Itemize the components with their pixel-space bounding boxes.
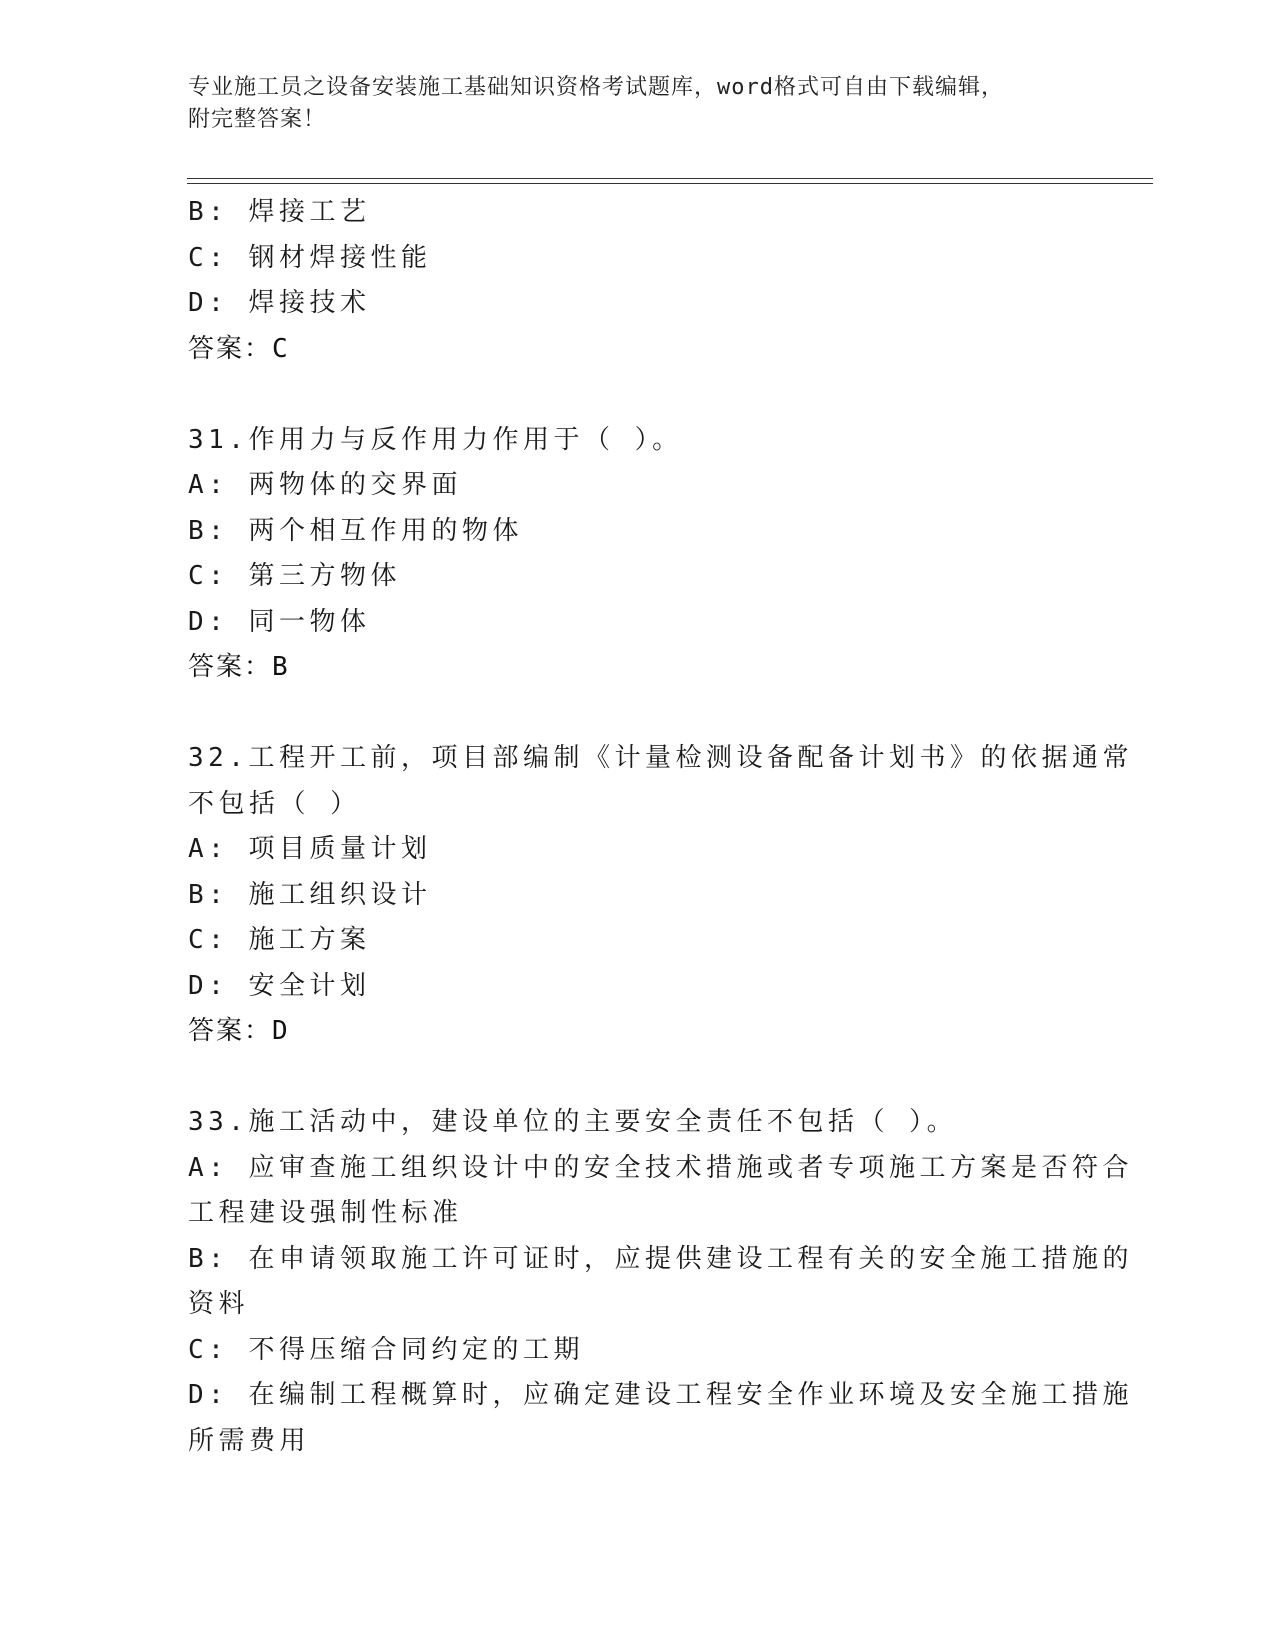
option-b: B: 施工组织设计 xyxy=(188,879,432,910)
option-d: D: 同一物体 xyxy=(188,606,371,637)
question-31 xyxy=(188,418,1088,691)
option-b: B: 焊接工艺 xyxy=(188,197,371,227)
answer-line: 答案：C xyxy=(188,333,290,364)
question-stem-line-2: 不包括（ ） xyxy=(188,788,361,819)
spacer xyxy=(188,691,1088,737)
option-d-line-1: D: 在编制工程概算时，应确定建设工程安全作业环境及安全施工措施 xyxy=(188,1380,1133,1410)
header-line-1: 专业施工员之设备安装施工基础知识资格考试题库，word格式可自由下载编辑， xyxy=(188,75,1004,100)
question-32 xyxy=(188,736,1133,1055)
option-a-line-1: A: 应审查施工组织设计中的安全技术措施或者专项施工方案是否符合 xyxy=(188,1152,1133,1183)
spacer xyxy=(188,372,1088,418)
spacer xyxy=(188,1055,1088,1101)
option-b-line-2: 资料 xyxy=(188,1289,250,1319)
option-c: C: 施工方案 xyxy=(188,925,371,955)
answer-line: 答案：D xyxy=(188,1016,290,1046)
option-d-line-2: 所需费用 xyxy=(188,1425,311,1456)
option-c: C: 不得压缩合同约定的工期 xyxy=(188,1334,584,1365)
option-c: C: 第三方物体 xyxy=(188,561,401,591)
header-divider-top xyxy=(187,178,1153,179)
option-a-line-2: 工程建设强制性标准 xyxy=(188,1198,463,1228)
question-stem: 33.施工活动中，建设单位的主要安全责任不包括（ ）。 xyxy=(188,1107,958,1137)
header-line-2: 附完整答案！ xyxy=(188,107,327,132)
option-d: D: 焊接技术 xyxy=(188,288,371,318)
option-a: A: 两物体的交界面 xyxy=(188,470,462,500)
document-header xyxy=(188,72,1068,136)
option-a: A: 项目质量计划 xyxy=(188,834,432,864)
option-c: C: 钢材焊接性能 xyxy=(188,242,432,273)
question-stem: 31.作用力与反作用力作用于（ ）。 xyxy=(188,424,683,455)
header-divider-bottom xyxy=(187,183,1153,184)
option-b-line-1: B: 在申请领取施工许可证时，应提供建设工程有关的安全施工措施的 xyxy=(188,1243,1133,1274)
question-33 xyxy=(188,1100,1133,1464)
question-list xyxy=(188,190,1133,1464)
option-b: B: 两个相互作用的物体 xyxy=(188,515,523,546)
answer-line: 答案：B xyxy=(188,652,290,682)
option-d: D: 安全计划 xyxy=(188,970,371,1001)
question-30-tail xyxy=(188,190,1088,372)
question-stem-line-1: 32.工程开工前，项目部编制《计量检测设备配备计划书》的依据通常 xyxy=(188,743,1133,773)
